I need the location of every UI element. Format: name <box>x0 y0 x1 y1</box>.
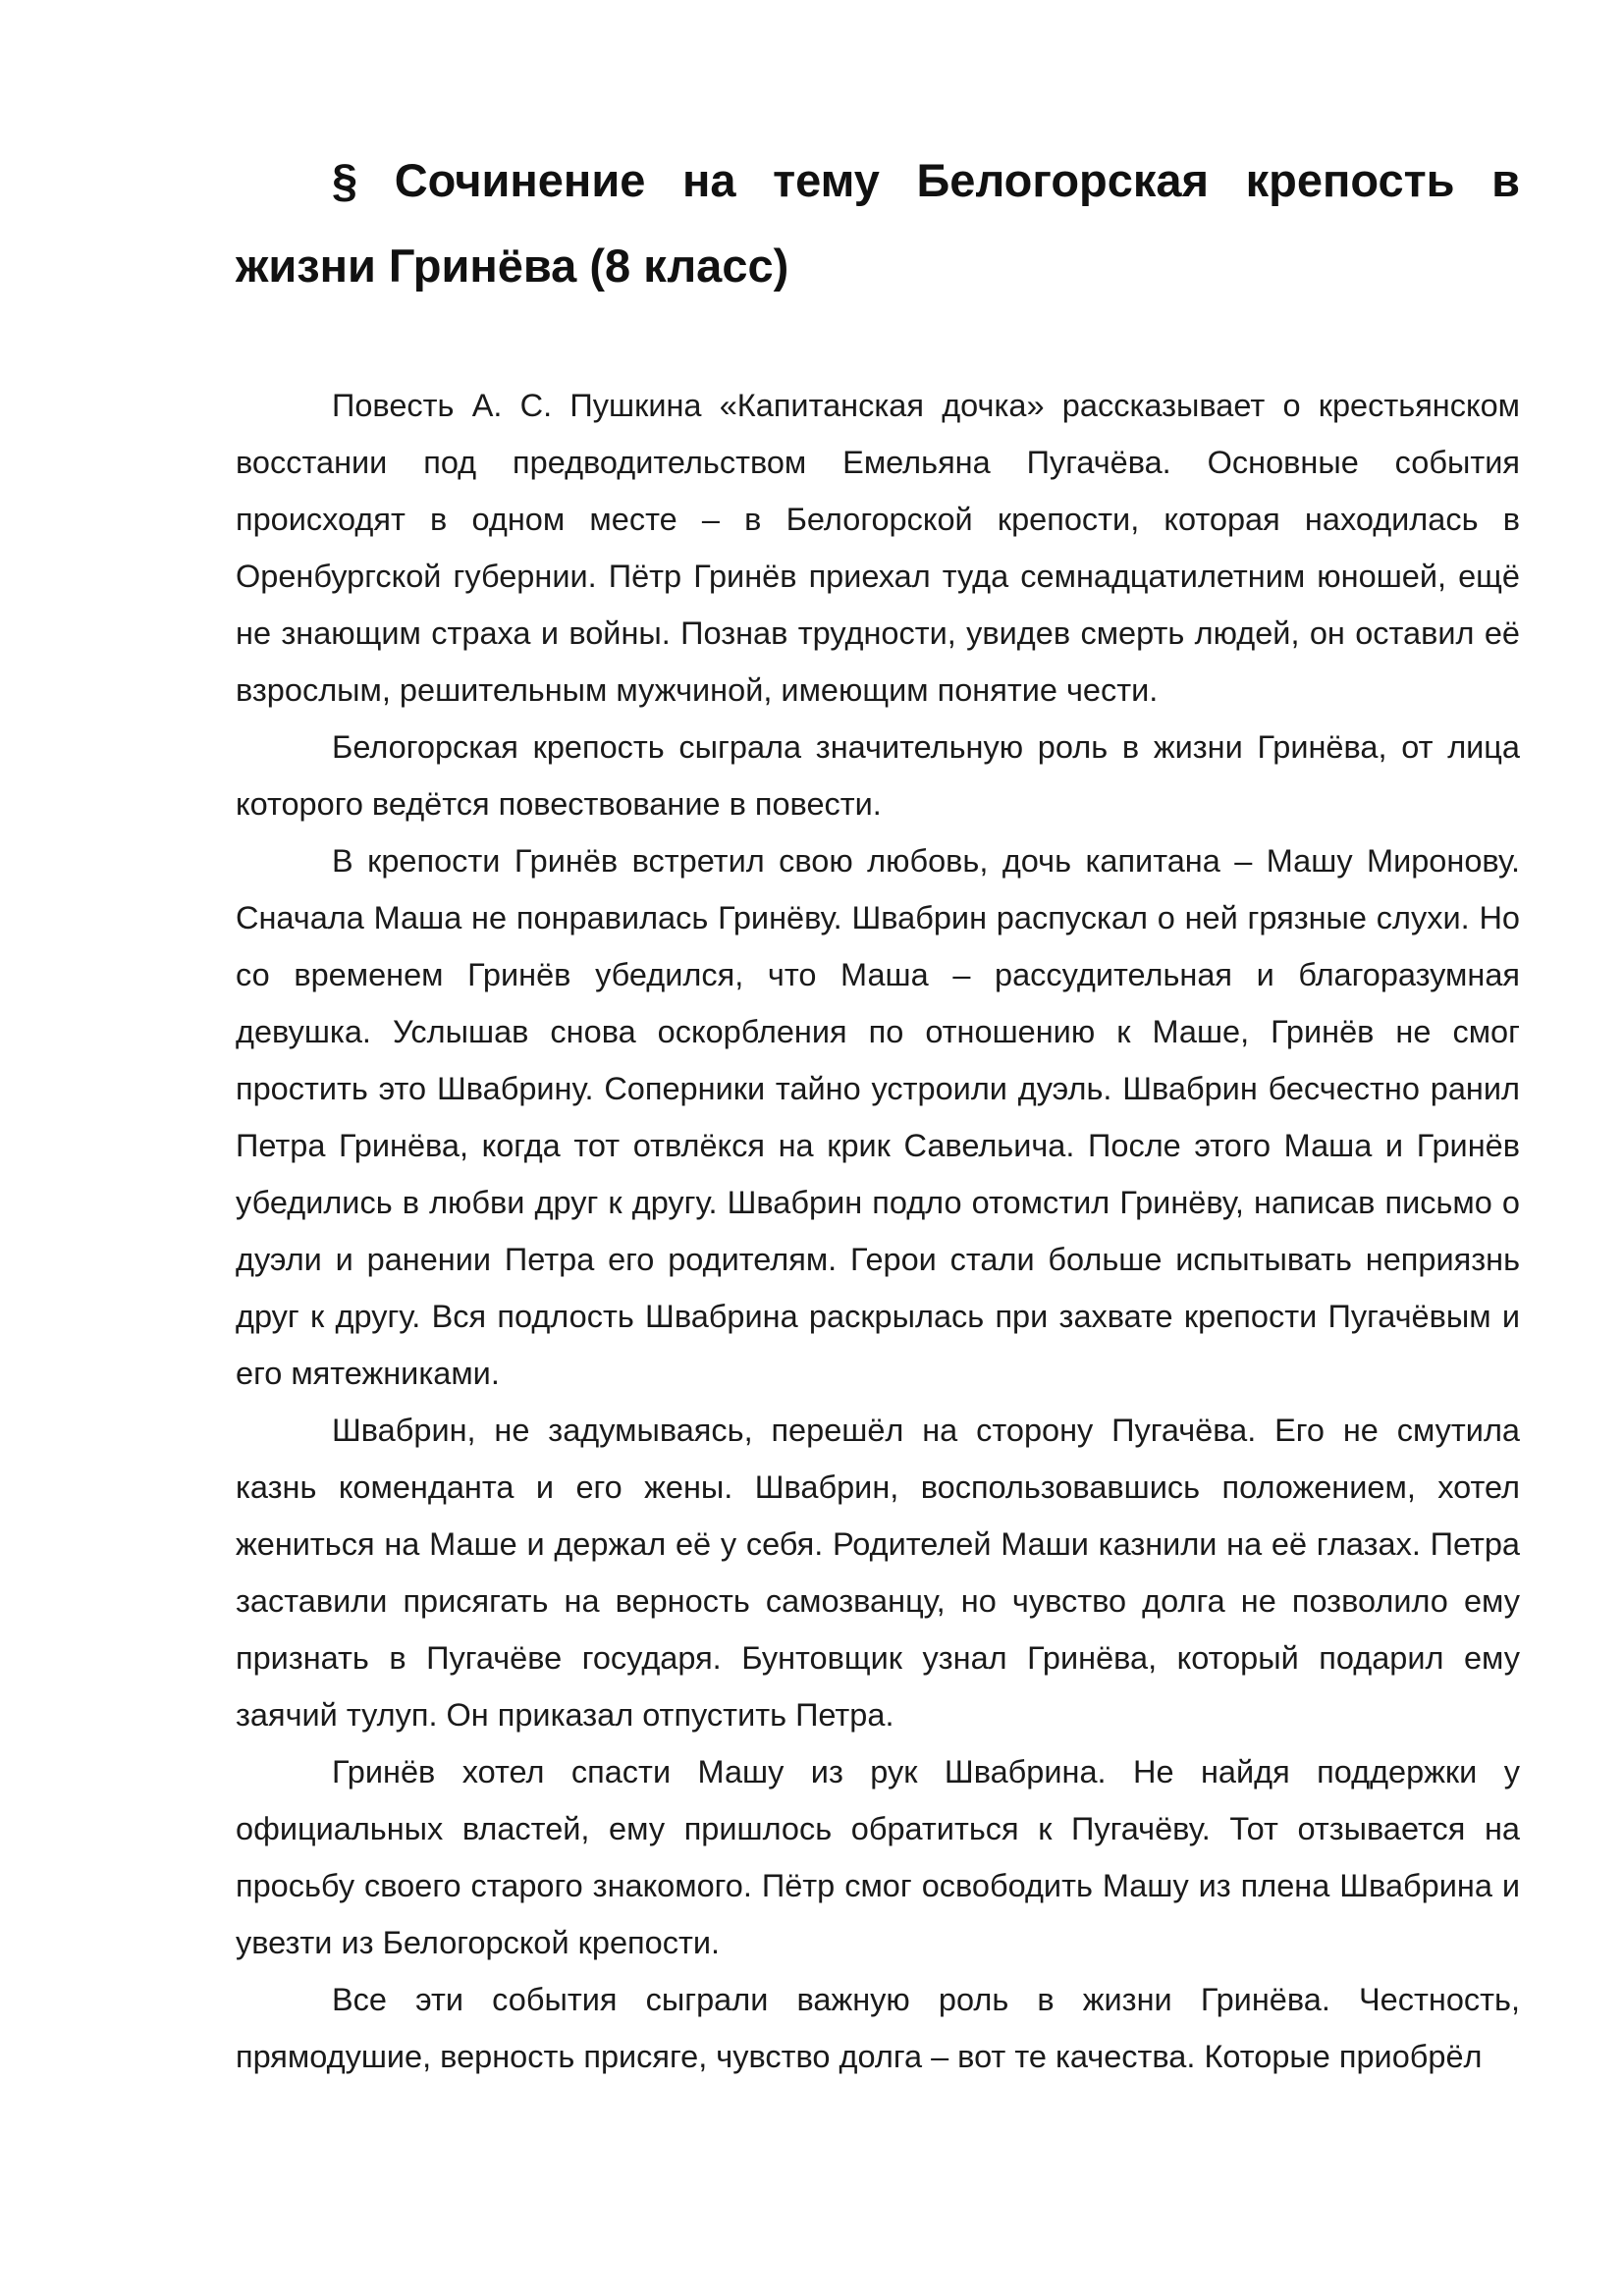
paragraph: Повесть А. С. Пушкина «Капитанская дочка» рассказывает о крестьянском восстании под предводительством Емельяна Пугачёва. Основные события происходят в одном месте – в Белогорской крепости, которая находилась в Оренбургской губернии. Пётр Гринёв приехал туда семнадцатилетним юношей, ещё не знающим страха и войны. Познав трудности, увидев смерть людей, он оставил её взрослым, решительным мужчиной, имеющим понятие чести. <box>236 388 1520 708</box>
document-body <box>236 377 1520 2085</box>
paragraph: В крепости Гринёв встретил свою любовь, дочь капитана – Машу Миронову. Сначала Маша не понравилась Гринёву. Швабрин распускал о ней грязные слухи. Но со временем Гринёв убедился, что Маша – рассудительная и благоразумная девушка. Услышав снова оскорбления по отношению к Маше, Гринёв не смог простить это Швабрину. Соперники тайно устроили дуэль. Швабрин бесчестно ранил Петра Гринёва, когда тот отвлёкся на крик Савельича. После этого Маша и Гринёв убедились в любви друг к другу. Швабрин подло отомстил Гринёву, написав письмо о дуэли и ранении Петра его родителям. Герои стали больше испытывать неприязнь друг к другу. Вся подлость Швабрина раскрылась при захвате крепости Пугачёвым и его мятежниками. <box>236 843 1520 1391</box>
paragraph: Белогорская крепость сыграла значительную роль в жизни Гринёва, от лица которого ведётся повествование в повести. <box>236 729 1520 822</box>
paragraph: Все эти события сыграли важную роль в жизни Гринёва. Честность, прямодушие, верность присяге, чувство долга – вот те качества. Которые приобрёл <box>236 1982 1520 2074</box>
paragraph: Гринёв хотел спасти Машу из рук Швабрина. Не найдя поддержки у официальных властей, ему пришлось обратиться к Пугачёву. Тот отзывается на просьбу своего старого знакомого. Пётр смог освободить Машу из плена Швабрина и увезти из Белогорской крепости. <box>236 1754 1520 1960</box>
paragraph: Швабрин, не задумываясь, перешёл на сторону Пугачёва. Его не смутила казнь коменданта и его жены. Швабрин, воспользовавшись положением, хотел жениться на Маше и держал её у себя. Родителей Маши казнили на её глазах. Петра заставили присягать на верность самозванцу, но чувство долга не позволило ему признать в Пугачёве государя. Бунтовщик узнал Гринёва, который подарил ему заячий тулуп. Он приказал отпустить Петра. <box>236 1413 1520 1733</box>
document-page <box>236 137 1520 2085</box>
document-title: § Сочинение на тему Белогорская крепость в жизни Гринёва (8 класс) <box>236 154 1520 292</box>
